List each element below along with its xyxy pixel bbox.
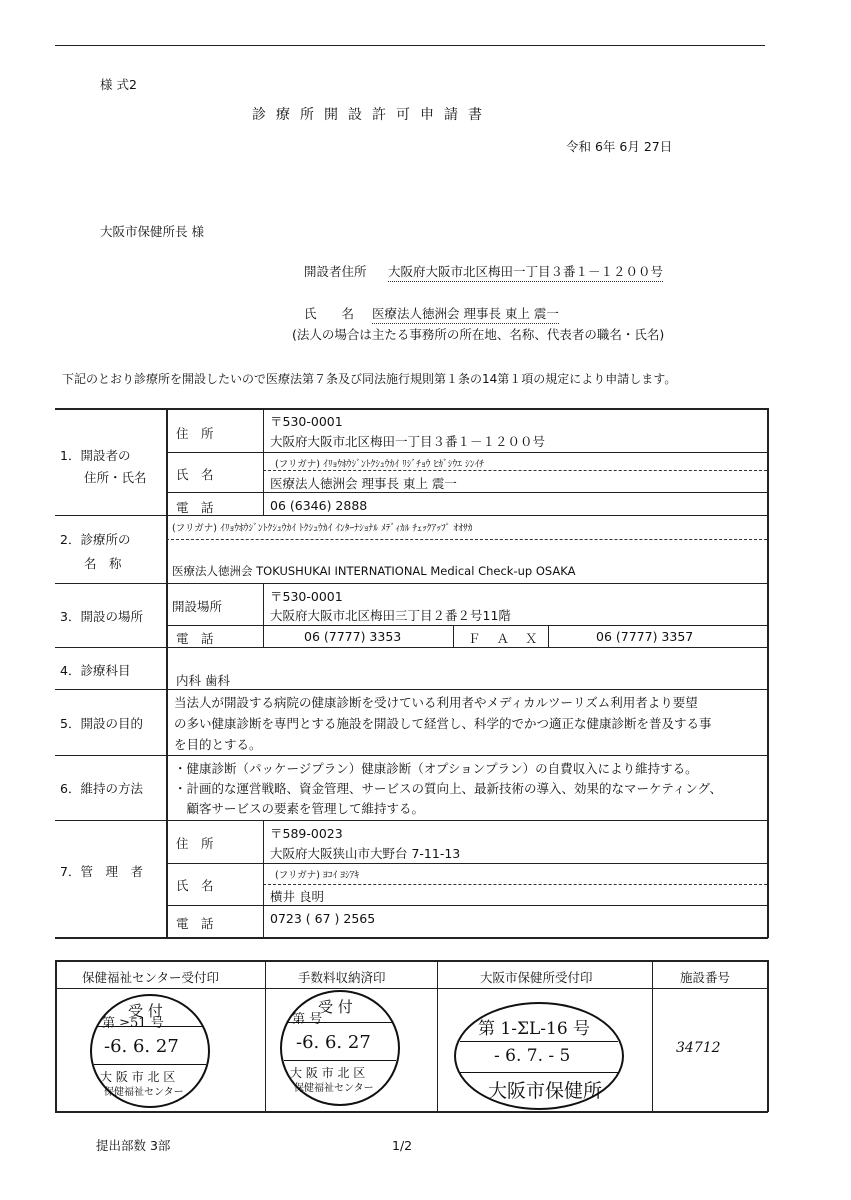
stamp-table-top — [55, 960, 768, 962]
row3-address: 大阪府大阪市北区梅田三丁目２番２号11階 — [270, 608, 511, 623]
row6-line-3: 顧客サービスの要素を管理して維持する。 — [174, 801, 425, 816]
row7-postal: 〒589-0023 — [270, 826, 343, 841]
stamp3-org: 大阪市保健所 — [488, 1080, 603, 1102]
row1-sub-divider — [263, 408, 264, 515]
row1-tel-label: 電 話 — [176, 500, 214, 515]
row5-line-3: を目的とする。 — [174, 737, 262, 752]
row1-furigana: (フリガナ) ｲﾘｮｳﾎｳｼﾞﾝﾄｸｼｭｳｶｲ ﾘｼﾞﾁｮｳ ﾋｶﾞｼｳｴ ｼﾝｲﾁ — [275, 459, 485, 470]
row3-postal: 〒530-0001 — [270, 589, 343, 604]
row4-label: 4．診療科目 — [60, 663, 131, 678]
stamp2-org-line1: 大 阪 市 北 区 — [290, 1066, 366, 1080]
row4-departments: 内科 歯科 — [176, 673, 230, 688]
table-right-border — [767, 408, 769, 938]
row7-address: 大阪府大阪狭山市大野台 7-11-13 — [270, 846, 461, 861]
stamp-header-health-center: 大阪市保健所受付印 — [480, 970, 593, 985]
row2-clinic-name: 医療法人徳洲会 TOKUSHUKAI INTERNATIONAL Medical Check-up OSAKA — [172, 564, 576, 578]
table-top — [55, 408, 768, 410]
stamp-header-welfare-center: 保健福祉センター受付印 — [82, 970, 220, 985]
applicant-address-label: 開設者住所 — [304, 264, 367, 279]
row6-label: 6．維持の方法 — [60, 781, 143, 796]
applicant-note: (法人の場合は主たる事務所の所在地、名称、代表者の職名・氏名) — [292, 327, 665, 342]
stamp-header-fee: 手数料収納済印 — [298, 970, 386, 985]
row6-line-2: ・計画的な運営戦略、資金管理、サービスの質向上、最新技術の導入、効果的なマーケティング、 — [174, 781, 723, 796]
stamp1-receipt-label: 受 付 — [128, 1002, 163, 1020]
intro-text: 下記のとおり診療所を開設したいので医療法第７条及び同法施行規則第１条の14第１項の規定により申請します。 — [62, 372, 677, 386]
stamp1-number: 第 ≥51 号 — [102, 1016, 164, 1031]
row3-line — [166, 625, 767, 626]
page-number: 1/2 — [392, 1138, 413, 1153]
stamp1-org-line2: 保健福祉センター — [104, 1087, 184, 1098]
row6-line-1: ・健康診断（パッケージプラン）健康診断（オプションプラン）の自費収入により維持する。 — [174, 761, 698, 776]
row7-line-b — [166, 905, 767, 906]
submission-copies: 提出部数 3部 — [96, 1138, 171, 1153]
fee-paid-stamp — [280, 990, 400, 1106]
row3-tel-label: 電 話 — [176, 631, 214, 646]
row-sep-5 — [55, 755, 768, 756]
row7-furigana: (フリガナ) ﾖｺｲ ﾖｼｱｷ — [275, 870, 360, 881]
stamp2-date: -6. 6. 27 — [296, 1032, 371, 1053]
row7-line-a — [166, 863, 767, 864]
row-sep-3 — [55, 647, 768, 648]
row7-sub-divider — [263, 820, 264, 937]
stamp3-date: - 6. 7. - 5 — [494, 1046, 571, 1066]
row5-line-1: 当法人が開設する病院の健康診断を受けている利用者やメディカルツーリズム利用者より要望 — [174, 695, 698, 710]
row1-label-a: 1．開設者の — [60, 448, 131, 463]
row3-tel: 06 (7777) 3353 — [304, 629, 402, 644]
row3-fax-label: Ｆ Ａ Ｘ — [468, 631, 544, 646]
row1-line-a — [166, 452, 767, 453]
row7-address-label: 住 所 — [176, 836, 214, 851]
stamp2-org-line2: 保健福祉センター — [294, 1083, 374, 1094]
stamp-col-0 — [55, 960, 57, 1112]
row3-fax-divider-a — [453, 625, 454, 647]
health-center-receipt-stamp — [454, 1002, 624, 1110]
stamp-col-1 — [265, 960, 266, 1112]
stamp-table-bottom — [55, 1111, 768, 1113]
row1-line-b — [166, 492, 767, 493]
table-bottom — [55, 937, 768, 939]
row3-sub-divider — [263, 583, 264, 647]
stamp-header-facility-no: 施設番号 — [680, 970, 731, 985]
row1-address: 大阪府大阪市北区梅田一丁目３番１－１２００号 — [270, 434, 546, 449]
applicant-name-label: 氏 名 — [304, 306, 355, 321]
top-border — [55, 45, 765, 46]
row2-furigana: (フリガナ) ｲﾘｮｳﾎｳｼﾞﾝﾄｸｼｭｳｶｲ ﾄｸｼｭｳｶｲ ｲﾝﾀｰﾅｼｮﾅﾙ ﾒﾃﾞｨｶﾙ ﾁｪｯｸｱｯﾌﾟ ｵｵｻｶ — [172, 523, 473, 534]
row2-furigana-line — [166, 539, 767, 540]
row1-label-b: 住所・氏名 — [84, 470, 147, 485]
stamp3-number: 第 1-ΣL-16 号 — [478, 1019, 591, 1039]
row1-postal: 〒530-0001 — [270, 414, 343, 429]
stamp-table-header-line — [55, 988, 768, 989]
stamp-col-2 — [437, 960, 438, 1112]
row7-name-label: 氏 名 — [176, 878, 214, 893]
applicant-address: 大阪府大阪市北区梅田一丁目３番１－１２００号 — [388, 262, 663, 282]
application-date: 令和 6年 6月 27日 — [566, 139, 673, 154]
form-number: 様 式2 — [100, 77, 137, 92]
addressee: 大阪市保健所長 様 — [100, 224, 204, 239]
row-sep-2 — [55, 583, 768, 584]
row5-line-2: の多い健康診断を専門とする施設を開設して経営し、科学的でかつ適正な健康診断を普及する事 — [174, 716, 712, 731]
welfare-center-receipt-stamp — [90, 994, 210, 1108]
stamp1-org-line1: 大 阪 市 北 区 — [100, 1070, 176, 1084]
row1-name: 医療法人徳洲会 理事長 東上 震一 — [270, 476, 457, 491]
row7-tel-label: 電 話 — [176, 916, 214, 931]
table-col-divider — [166, 408, 168, 938]
row1-tel: 06 (6346) 2888 — [270, 498, 368, 513]
row1-furigana-line — [263, 470, 767, 471]
row7-tel: 0723 ( 67 ) 2565 — [270, 911, 376, 926]
applicant-name: 医療法人徳洲会 理事長 東上 震一 — [372, 304, 559, 324]
row7-furigana-line — [263, 884, 767, 885]
row-sep-6 — [55, 820, 768, 821]
row-sep-1 — [55, 515, 768, 516]
row-sep-4 — [55, 689, 768, 690]
stamp2-number: 第 号 — [292, 1012, 323, 1027]
stamp2-receipt-label: 受 付 — [318, 998, 353, 1016]
row3-fax-divider-b — [548, 625, 549, 647]
stamp1-date: -6. 6. 27 — [104, 1036, 179, 1057]
row5-label: 5．開設の目的 — [60, 716, 143, 731]
facility-number: 34712 — [676, 1040, 721, 1056]
stamp-col-3 — [652, 960, 653, 1112]
document-title: 診療所開設許可申請書 — [252, 107, 492, 123]
row3-fax: 06 (7777) 3357 — [596, 629, 694, 644]
stamp-col-4 — [767, 960, 769, 1112]
row3-label: 3．開設の場所 — [60, 609, 143, 624]
row7-name: 横井 良明 — [270, 889, 324, 904]
row1-address-label: 住 所 — [176, 426, 214, 441]
row7-label: 7．管 理 者 — [60, 864, 143, 879]
row3-place-label: 開設場所 — [172, 599, 223, 614]
row2-label-b: 名 称 — [84, 556, 122, 571]
row2-label-a: 2．診療所の — [60, 532, 131, 547]
row1-name-label: 氏 名 — [176, 467, 214, 482]
